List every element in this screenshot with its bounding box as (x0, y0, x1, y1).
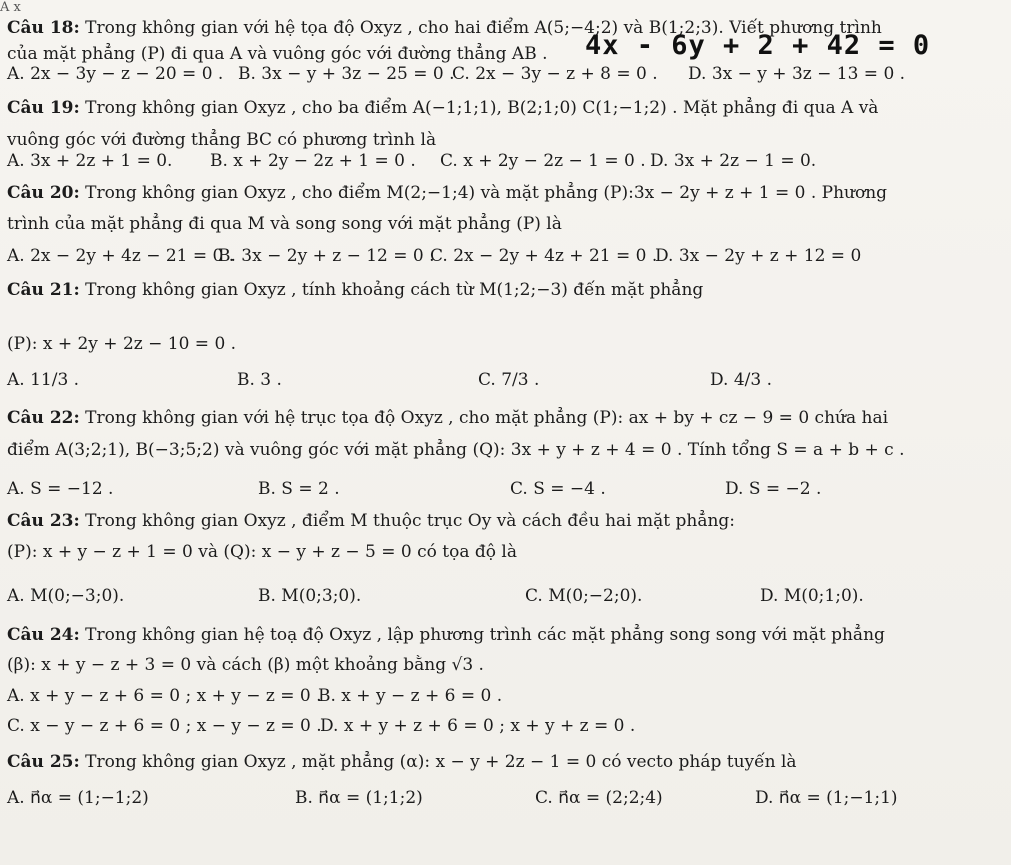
q23-option-a: A. M(0;−3;0). (7, 586, 125, 606)
q20-line2: trình của mặt phẳng đi qua M và song song với mặt phẳng (P) là (7, 214, 562, 234)
q25-label: Câu 25: (7, 752, 80, 772)
q23-option-c: C. M(0;−2;0). (525, 586, 643, 606)
q19-option-c: C. x + 2y − 2z − 1 = 0 . (440, 151, 646, 171)
q20-option-c: C. 2x − 2y + 4z + 21 = 0 . (430, 246, 658, 266)
q20-text1: Trong không gian Oxyz , cho điểm M(2;−1;4) và mặt phẳng (P):3x − 2y + z + 1 = 0 . Phương (85, 183, 888, 203)
q19-option-b: B. x + 2y − 2z + 1 = 0 . (210, 151, 416, 171)
q18-option-a: A. 2x − 3y − z − 20 = 0 . (7, 64, 224, 84)
q20-label: Câu 20: (7, 183, 80, 203)
q19-line2: vuông góc với đường thẳng BC có phương trình là (7, 130, 437, 150)
q25-option-a: A. n⃗α = (1;−1;2) (7, 788, 149, 808)
q21-label: Câu 21: (7, 280, 80, 300)
q22-label: Câu 22: (7, 408, 80, 428)
q18-option-c: C. 2x − 3y − z + 8 = 0 . (452, 64, 658, 84)
q22-option-a: A. S = −12 . (7, 479, 114, 499)
q18-option-b: B. 3x − y + 3z − 25 = 0 . (238, 64, 455, 84)
q19-text1: Trong không gian Oxyz , cho ba điểm A(−1;1;1), B(2;1;0) C(1;−1;2) . Mặt phẳng đi qua A và (85, 98, 879, 118)
q24-label: Câu 24: (7, 625, 80, 645)
q19-label: Câu 19: (7, 98, 80, 118)
q24-option-b: B. x + y − z + 6 = 0 . (318, 686, 503, 706)
q25-line1 (7, 752, 797, 772)
q20-option-a: A. 2x − 2y + 4z − 21 = 0 . (7, 246, 235, 266)
q22-text1: Trong không gian với hệ trục tọa độ Oxyz , cho mặt phẳng (P): ax + by + cz − 9 = 0 chứa hai (85, 408, 889, 428)
q23-line1 (7, 511, 735, 531)
q18-text1: Trong không gian với hệ tọa độ Oxyz , cho hai điểm A(5;−4;2) và B(1;2;3). Viết phương trình (85, 18, 882, 38)
q20-line1 (7, 183, 887, 203)
handwritten-note: 4x - 6y + 2 + 42 = 0 (585, 30, 931, 61)
q24-option-a: A. x + y − z + 6 = 0 ; x + y − z = 0 . (7, 686, 322, 706)
q22-line2: điểm A(3;2;1), B(−3;5;2) và vuông góc với mặt phẳng (Q): 3x + y + z + 4 = 0 . Tính tổng S = a + b + c . (7, 440, 905, 460)
q21-option-d: D. 4/3 . (710, 370, 772, 390)
q22-line1 (7, 408, 888, 428)
q18-label: Câu 18: (7, 18, 80, 38)
q21-line1 (7, 280, 703, 300)
q22-option-c: C. S = −4 . (510, 479, 606, 499)
q21-line2: (P): x + 2y + 2z − 10 = 0 . (7, 334, 237, 354)
q24-line2: (β): x + y − z + 3 = 0 và cách (β) một khoảng bằng √3 . (7, 655, 484, 675)
q21-option-c: C. 7/3 . (478, 370, 540, 390)
q19-line1 (7, 98, 878, 118)
q24-option-c: C. x − y − z + 6 = 0 ; x − y − z = 0 . (7, 716, 322, 736)
q21-text1: Trong không gian Oxyz , tính khoảng cách từ M(1;2;−3) đến mặt phẳng (85, 280, 704, 300)
q18-option-d: D. 3x − y + 3z − 13 = 0 . (688, 64, 906, 84)
q23-option-d: D. M(0;1;0). (760, 586, 864, 606)
q21-option-b: B. 3 . (237, 370, 282, 390)
q18-line2: của mặt phẳng (P) đi qua A và vuông góc với đường thẳng AB . (7, 44, 548, 64)
q23-option-b: B. M(0;3;0). (258, 586, 362, 606)
q23-text1: Trong không gian Oxyz , điểm M thuộc trục Oy và cách đều hai mặt phẳng: (85, 511, 736, 531)
q23-line2: (P): x + y − z + 1 = 0 và (Q): x − y + z − 5 = 0 có tọa độ là (7, 542, 517, 562)
q19-option-a: A. 3x + 2z + 1 = 0. (7, 151, 173, 171)
q25-text1: Trong không gian Oxyz , mặt phẳng (α): x − y + 2z − 1 = 0 có vecto pháp tuyến là (85, 752, 797, 772)
q20-option-d: D. 3x − 2y + z + 12 = 0 (655, 246, 862, 266)
q20-option-b: B. 3x − 2y + z − 12 = 0 . (218, 246, 435, 266)
q24-line1 (7, 625, 885, 645)
q22-option-d: D. S = −2 . (725, 479, 822, 499)
q25-option-c: C. n⃗α = (2;2;4) (535, 788, 663, 808)
top-cropped-fragment: A x (0, 0, 21, 15)
q24-text1: Trong không gian hệ toạ độ Oxyz , lập phương trình các mặt phẳng song song với mặt phẳng (85, 625, 885, 645)
q19-option-d: D. 3x + 2z − 1 = 0. (650, 151, 817, 171)
q21-option-a: A. 11/3 . (7, 370, 80, 390)
q22-option-b: B. S = 2 . (258, 479, 340, 499)
q25-option-d: D. n⃗α = (1;−1;1) (755, 788, 898, 808)
q25-option-b: B. n⃗α = (1;1;2) (295, 788, 423, 808)
q23-label: Câu 23: (7, 511, 80, 531)
q24-option-d: D. x + y + z + 6 = 0 ; x + y + z = 0 . (320, 716, 636, 736)
